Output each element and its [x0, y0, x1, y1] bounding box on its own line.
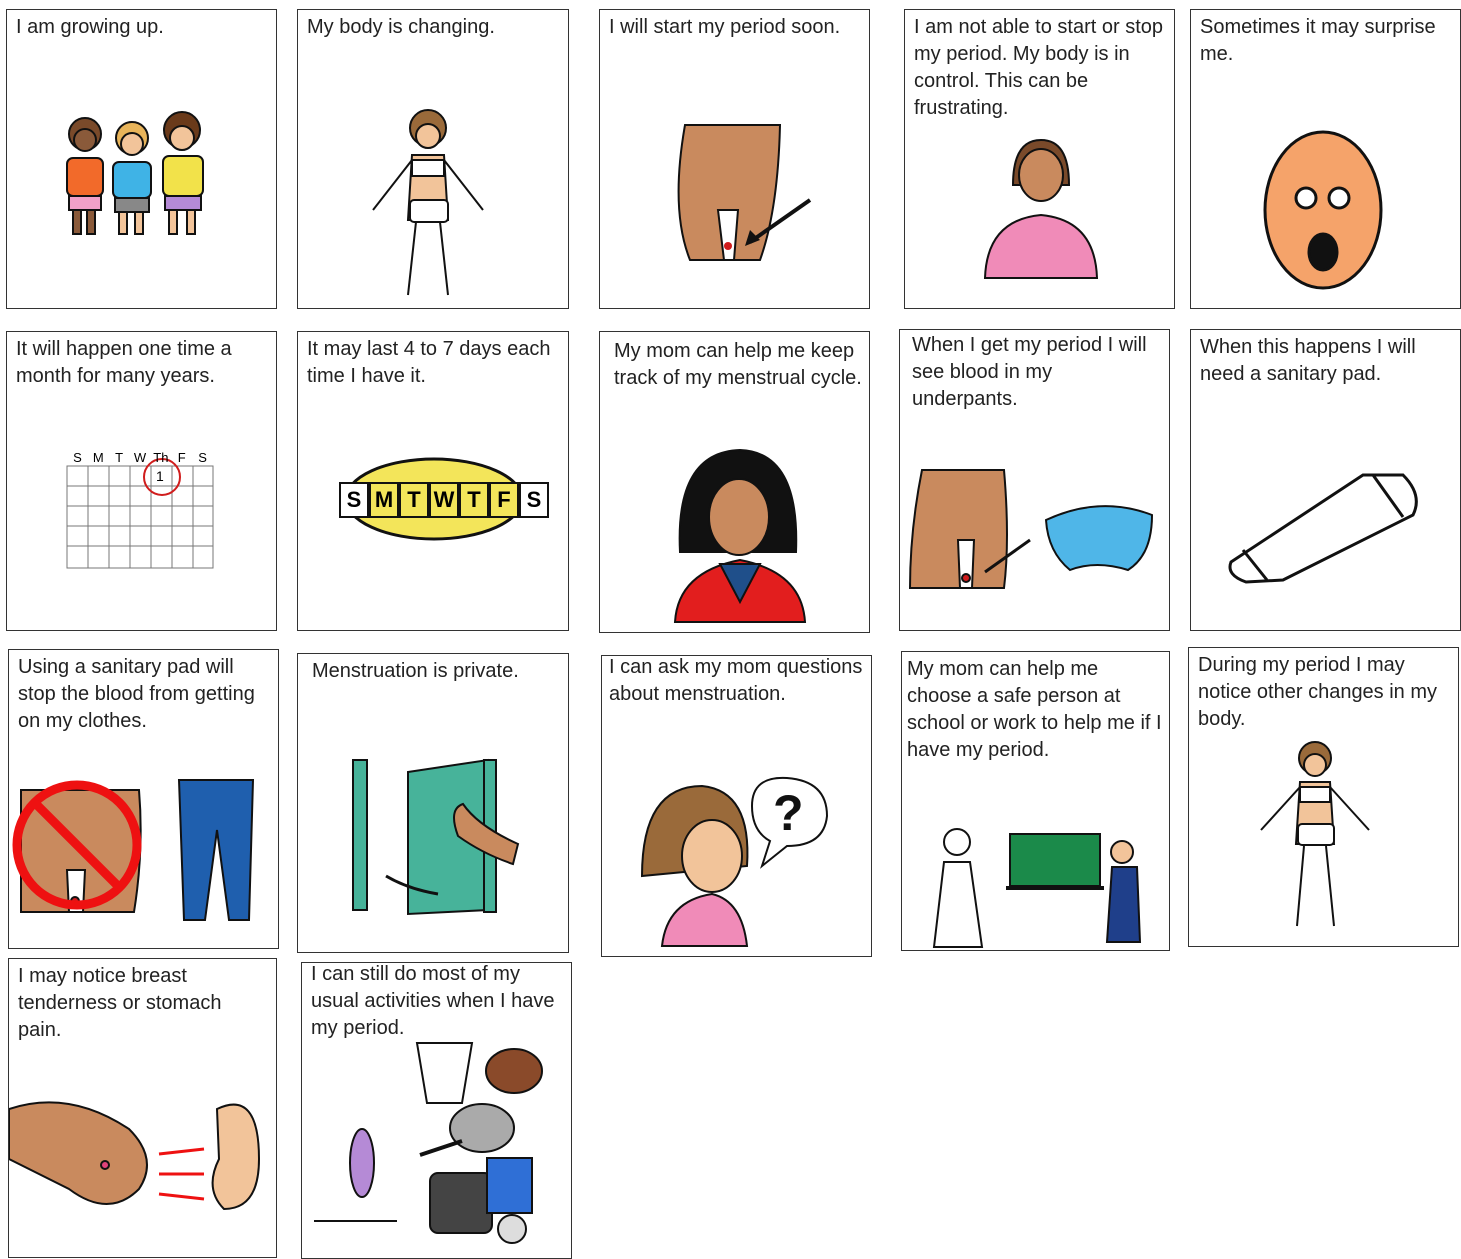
- card-text: When I get my period I will see blood in my underpants.: [912, 334, 1147, 410]
- torso-arrow-icon: [600, 10, 870, 309]
- card-text: My body is changing.: [307, 16, 495, 38]
- marked-date: 1: [156, 468, 164, 484]
- mom-icon: [600, 332, 870, 633]
- story-card-17: [301, 962, 572, 1259]
- card-text: My mom can help me keep track of my menstrual cycle.: [614, 340, 862, 389]
- story-card-10: [1190, 329, 1461, 631]
- story-card-7: [297, 331, 569, 631]
- card-text: It will happen one time a month for many years.: [16, 338, 232, 387]
- card-text: I will start my period soon.: [609, 16, 841, 38]
- torso-underpants-icon: [900, 330, 1170, 631]
- weekday-strip: [339, 482, 549, 518]
- nurse-teacher-icon: [902, 652, 1170, 951]
- story-card-4: [904, 9, 1175, 309]
- frustrated-woman-icon: [905, 10, 1175, 309]
- three-girls-icon: [7, 10, 277, 309]
- weekday-box: S: [339, 482, 369, 518]
- day-header: S: [198, 450, 207, 465]
- day-header: M: [92, 450, 104, 465]
- weekday-box: T: [399, 482, 429, 518]
- question-mark: ?: [773, 785, 804, 841]
- day-header: T: [115, 450, 124, 465]
- card-text: It may last 4 to 7 days each time I have it.: [307, 338, 551, 387]
- activities-icon: [302, 963, 572, 1259]
- story-card-16: [8, 958, 277, 1258]
- story-card-5: [1190, 9, 1461, 309]
- card-text: I can still do most of my usual activities when I have my period.: [311, 963, 555, 1039]
- day-header: S: [73, 450, 82, 465]
- day-header: W: [133, 450, 147, 465]
- card-text: Sometimes it may surprise me.: [1200, 16, 1436, 65]
- card-text: I may notice breast tenderness or stomach pain.: [18, 965, 222, 1041]
- story-card-6: [6, 331, 277, 631]
- door-closing-icon: [298, 654, 569, 953]
- no-blood-jeans-icon: [9, 650, 279, 949]
- story-card-3: [599, 9, 870, 309]
- girl-question-icon: [602, 656, 872, 957]
- card-text: When this happens I will need a sanitary pad.: [1200, 336, 1416, 385]
- card-text: During my period I may notice other changes in my body.: [1198, 654, 1438, 730]
- story-card-12: [297, 653, 569, 953]
- weekday-box: T: [459, 482, 489, 518]
- calendar-grid: [7, 332, 277, 631]
- card-text: I am not able to start or stop my period. My body is in control. This can be frustrating.: [914, 16, 1164, 119]
- day-header: Th: [153, 450, 169, 465]
- story-card-13: [601, 655, 872, 957]
- calendar-day-headers: [67, 450, 213, 465]
- day-header: F: [177, 450, 186, 465]
- story-card-2: [297, 9, 569, 309]
- card-text: Using a sanitary pad will stop the blood from getting on my clothes.: [18, 656, 255, 732]
- surprised-face-icon: [1191, 10, 1461, 309]
- weekday-box: W: [429, 482, 459, 518]
- card-text: I can ask my mom questions about menstruation.: [609, 656, 863, 705]
- weekday-box: F: [489, 482, 519, 518]
- weekday-box: S: [519, 482, 549, 518]
- story-card-9: [899, 329, 1170, 631]
- story-card-15: [1188, 647, 1459, 947]
- card-text: My mom can help me choose a safe person at school or work to help me if I have my period.: [907, 658, 1162, 761]
- story-card-1: [6, 9, 277, 309]
- story-card-14: [901, 651, 1170, 951]
- girl-underwear-icon: [298, 10, 569, 309]
- card-text: I am growing up.: [16, 16, 164, 38]
- girl-underwear-icon: [1189, 648, 1459, 947]
- sanitary-pad-icon: [1191, 330, 1461, 631]
- card-text: Menstruation is private.: [312, 660, 519, 682]
- breast-stomach-icon: [9, 959, 277, 1258]
- weekday-box: M: [369, 482, 399, 518]
- story-card-11: [8, 649, 279, 949]
- story-card-8: [599, 331, 870, 633]
